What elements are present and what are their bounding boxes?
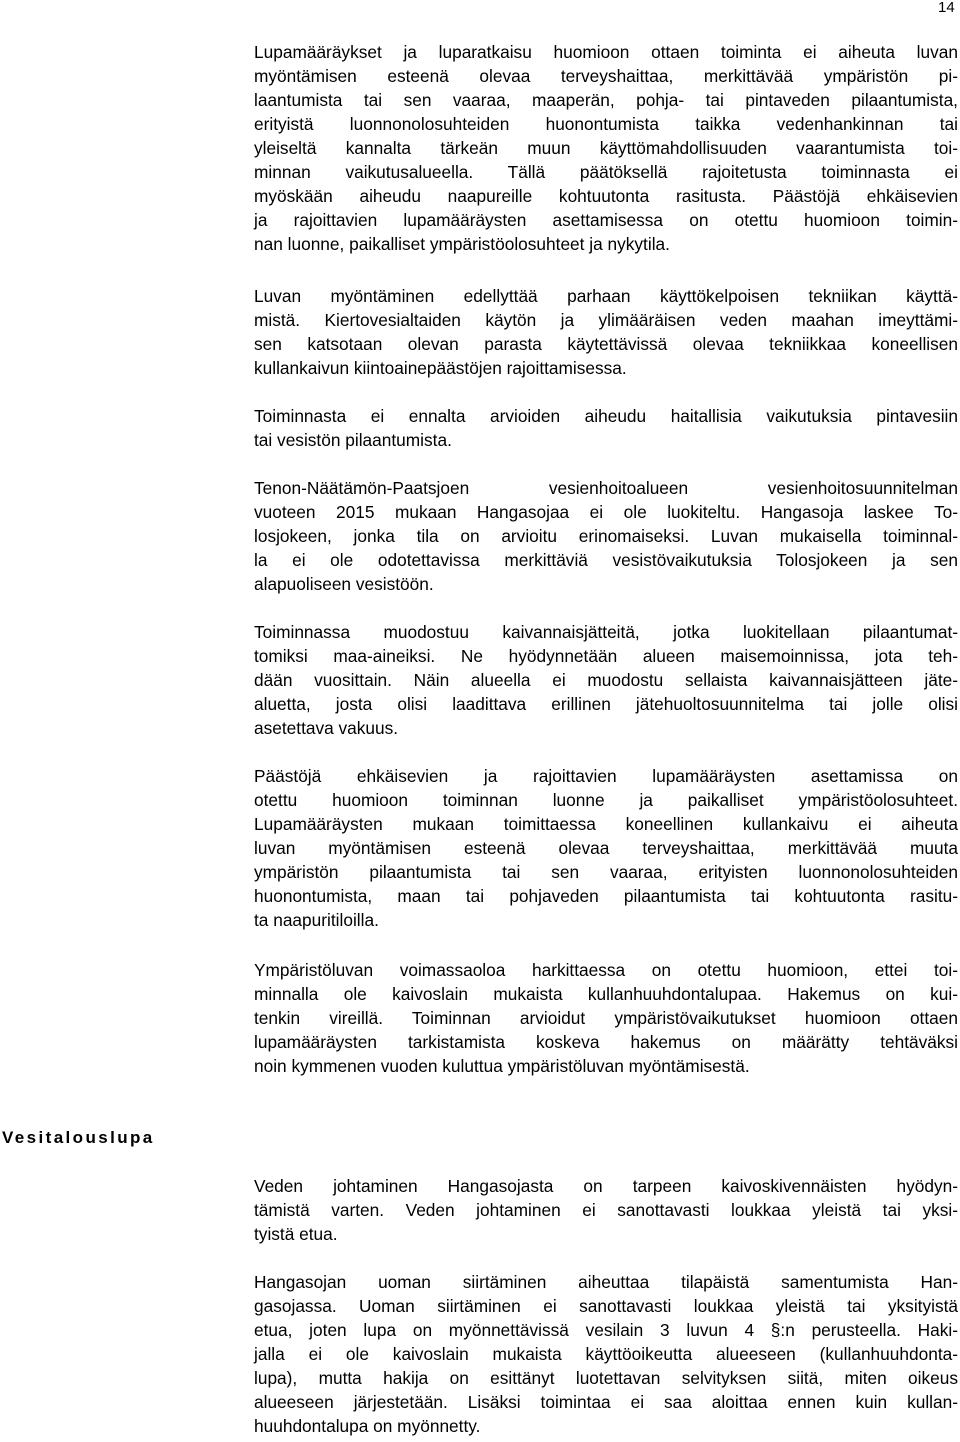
text-line: tenkin vireillä. Toiminnan arvioidut ympäristövaikutukset huomioon ottaen bbox=[254, 1008, 958, 1028]
text-line: la ei ole odotettavissa merkittäviä vesistövaikutuksia Tolosjokeen ja sen bbox=[254, 550, 958, 570]
text-line: etua, joten lupa on myönnettävissä vesilain 3 luvun 4 §:n perusteella. Haki- bbox=[254, 1320, 958, 1340]
page-number: 14 bbox=[938, 0, 955, 16]
text-line: gasojassa. Uoman siirtäminen ei sanottavasti loukkaa yleistä tai yksityistä bbox=[254, 1296, 958, 1316]
text-line: jalla ei ole kaivoslain mukaista käyttöoikeutta alueeseen (kullanhuuhdonta- bbox=[254, 1344, 958, 1364]
text-line: lupamääräysten tarkistamista koskeva hakemus on määrätty tehtäväksi bbox=[254, 1032, 958, 1052]
text-line: noin kymmenen vuoden kuluttua ympäristöluvan myöntämisestä. bbox=[254, 1056, 750, 1076]
text-line: kullankaivun kiintoainepäästöjen rajoittamisessa. bbox=[254, 358, 627, 378]
text-line: sen katsotaan olevan parasta käytettävissä olevaa tekniikkaa koneellisen bbox=[254, 334, 958, 354]
text-line: ta naapuritiloilla. bbox=[254, 910, 379, 930]
text-line: Veden johtaminen Hangasojasta on tarpeen kaivoskivennäisten hyödyn- bbox=[254, 1176, 958, 1196]
text-line: Luvan myöntäminen edellyttää parhaan käyttökelpoisen tekniikan käyttä- bbox=[254, 286, 958, 306]
text-line: Päästöjä ehkäisevien ja rajoittavien lupamääräysten asettamissa on bbox=[254, 766, 958, 786]
text-line: nan luonne, paikalliset ympäristöolosuhteet ja nykytila. bbox=[254, 234, 670, 254]
text-line: Lupamääräysten mukaan toimittaessa koneellinen kullankaivu ei aiheuta bbox=[254, 814, 958, 834]
text-line: losjokeen, jonka tila on arvioitu erinomaiseksi. Luvan mukaisella toiminnal- bbox=[254, 526, 958, 546]
text-line: otettu huomioon toiminnan luonne ja paikalliset ympäristöolosuhteet. bbox=[254, 790, 958, 810]
text-line: ja rajoittavien lupamääräysten asettamisessa on otettu huomioon toimin- bbox=[254, 210, 958, 230]
text-line: huuhdontalupa on myönnetty. bbox=[254, 1416, 481, 1436]
text-line: mistä. Kiertovesialtaiden käytön ja ylimääräisen veden maahan imeyttämi- bbox=[254, 310, 958, 330]
text-line: tyistä etua. bbox=[254, 1224, 338, 1244]
text-line: tai vesistön pilaantumista. bbox=[254, 430, 452, 450]
text-line: Ympäristöluvan voimassaoloa harkittaessa on otettu huomioon, ettei toi- bbox=[254, 960, 958, 980]
text-line: minnalla ole kaivoslain mukaista kullanhuuhdontalupaa. Hakemus on kui- bbox=[254, 984, 958, 1004]
text-line: lupa), mutta hakija on esittänyt luotettavan selvityksen siitä, miten oikeus bbox=[254, 1368, 958, 1388]
text-line: Tenon-Näätämön-Paatsjoen vesienhoitoalueen vesienhoitosuunnitelman bbox=[254, 478, 958, 498]
text-line: tomiksi maa-aineiksi. Ne hyödynnetään alueen maisemoinnissa, jota teh- bbox=[254, 646, 958, 666]
text-line: alapuoliseen vesistöön. bbox=[254, 574, 434, 594]
text-line: luvan myöntämisen esteenä olevaa terveyshaittaa, merkittävää muuta bbox=[254, 838, 958, 858]
text-line: aluetta, josta olisi laadittava erillinen jätehuoltosuunnitelma tai jolle olisi bbox=[254, 694, 958, 714]
text-line: yleiseltä kannalta tärkeän muun käyttömahdollisuuden vaarantumista toi- bbox=[254, 138, 958, 158]
text-line: Lupamääräykset ja luparatkaisu huomioon ottaen toiminta ei aiheuta luvan bbox=[254, 42, 958, 62]
text-line: minnan vaikutusalueella. Tällä päätöksellä rajoitetusta toiminnasta ei bbox=[254, 162, 958, 182]
text-line: myöskään aiheudu naapureille kohtuutonta rasitusta. Päästöjä ehkäisevien bbox=[254, 186, 958, 206]
text-line: erityistä luonnonolosuhteiden huonontumista taikka vedenhankinnan tai bbox=[254, 114, 958, 134]
section-heading-vesitalouslupa: Vesitalouslupa bbox=[2, 1128, 155, 1147]
text-line: Toiminnasta ei ennalta arvioiden aiheudu haitallisia vaikutuksia pintavesiin bbox=[254, 406, 958, 426]
text-line: tämistä varten. Veden johtaminen ei sanottavasti loukkaa yleistä tai yksi- bbox=[254, 1200, 958, 1220]
text-line: huonontumista, maan tai pohjaveden pilaantumista tai kohtuutonta rasitu- bbox=[254, 886, 958, 906]
text-line: laantumista tai sen vaaraa, maaperän, pohja- tai pintaveden pilaantumista, bbox=[254, 90, 958, 110]
text-line: myöntämisen esteenä olevaa terveyshaittaa, merkittävää ympäristön pi- bbox=[254, 66, 958, 86]
text-line: dään vuosittain. Näin alueella ei muodostu sellaista kaivannaisjätteen jäte- bbox=[254, 670, 958, 690]
text-line: Hangasojan uoman siirtäminen aiheuttaa tilapäistä samentumista Han- bbox=[254, 1272, 958, 1292]
text-line: asetettava vakuus. bbox=[254, 718, 399, 738]
text-line: Toiminnassa muodostuu kaivannaisjätteitä, jotka luokitellaan pilaantumat- bbox=[254, 622, 958, 642]
text-line: vuoteen 2015 mukaan Hangasojaa ei ole luokiteltu. Hangasoja laskee To- bbox=[254, 502, 958, 522]
text-line: alueeseen järjestetään. Lisäksi toimintaa ei saa aloittaa ennen kuin kullan- bbox=[254, 1392, 958, 1412]
text-line: ympäristön pilaantumista tai sen vaaraa, erityisten luonnonolosuhteiden bbox=[254, 862, 958, 882]
